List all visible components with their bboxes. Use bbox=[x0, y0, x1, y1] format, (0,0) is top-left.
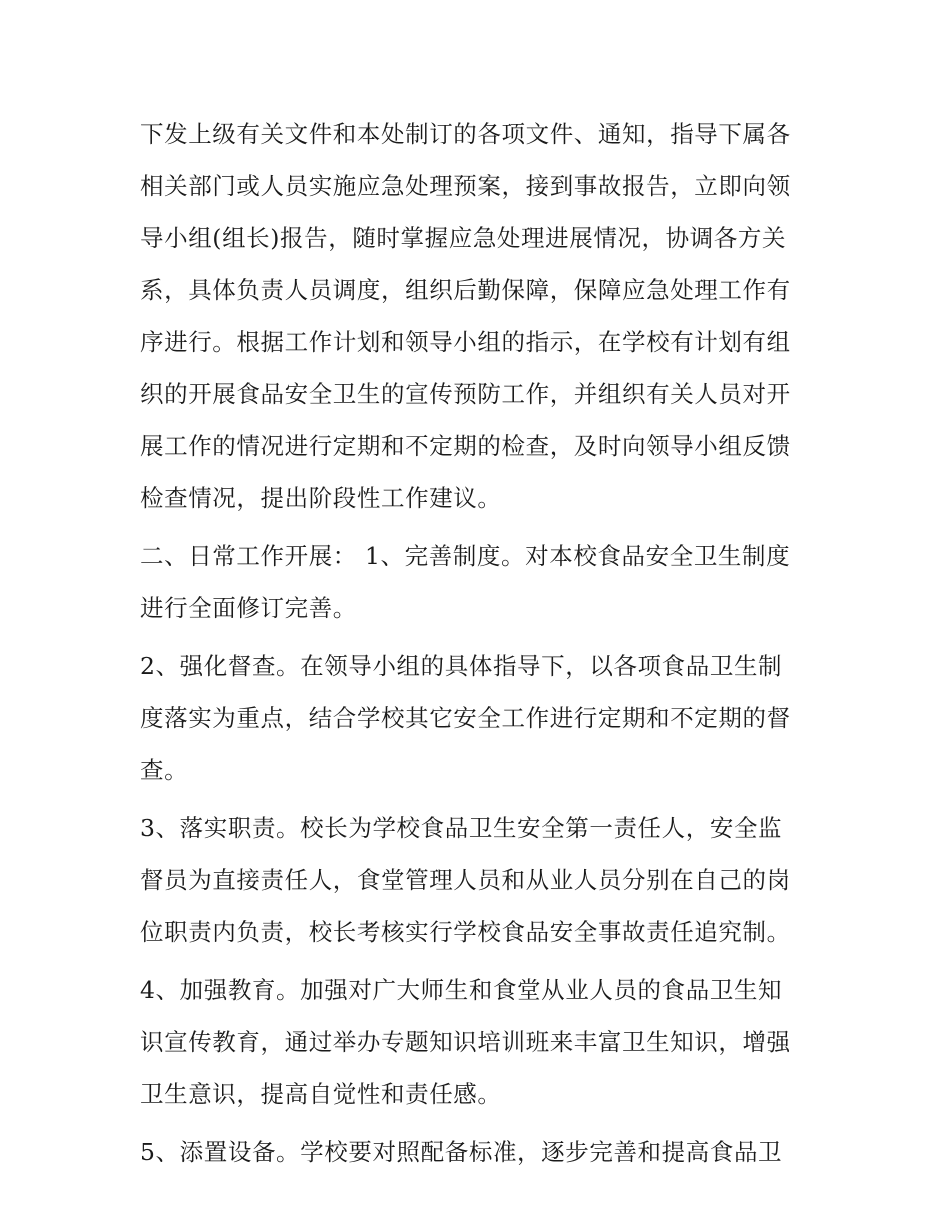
text-line: 导小组(组长)报告，随时掌握应急处理进展情况，协调各方关 bbox=[140, 224, 787, 252]
paragraph bbox=[140, 1126, 820, 1178]
text-line: 4、加强教育。加强对广大师生和食堂从业人员的食品卫生知 bbox=[140, 976, 783, 1004]
paragraph bbox=[140, 964, 820, 1120]
paragraph bbox=[140, 802, 820, 958]
text-line: 5、添置设备。学校要对照配备标准，逐步完善和提高食品卫 bbox=[140, 1138, 783, 1166]
text-line: 3、落实职责。校长为学校食品卫生安全第一责任人，安全监 bbox=[140, 814, 783, 842]
text-line: 查。 bbox=[140, 756, 189, 784]
text-line: 位职责内负责，校长考核实行学校食品安全事故责任追究制。 bbox=[140, 918, 791, 946]
text-line: 度落实为重点，结合学校其它安全工作进行定期和不定期的督 bbox=[140, 704, 791, 732]
text-line: 2、强化督查。在领导小组的具体指导下，以各项食品卫生制 bbox=[140, 652, 783, 680]
text-line: 展工作的情况进行定期和不定期的检查，及时向领导小组反馈 bbox=[140, 432, 791, 460]
paragraph bbox=[140, 640, 820, 796]
text-line: 序进行。根据工作计划和领导小组的指示，在学校有计划有组 bbox=[140, 328, 791, 356]
text-line: 识宣传教育，通过举办专题知识培训班来丰富卫生知识，增强 bbox=[140, 1028, 791, 1056]
text-line: 二、日常工作开展： 1、完善制度。对本校食品安全卫生制度 bbox=[140, 542, 791, 570]
text-line: 下发上级有关文件和本处制订的各项文件、通知，指导下属各 bbox=[140, 120, 791, 148]
text-line: 检查情况，提出阶段性工作建议。 bbox=[140, 484, 502, 512]
text-line: 进行全面修订完善。 bbox=[140, 594, 357, 622]
document-page bbox=[140, 108, 820, 1178]
text-line: 相关部门或人员实施应急处理预案，接到事故报告，立即向领 bbox=[140, 172, 791, 200]
paragraph bbox=[140, 530, 820, 634]
text-line: 督员为直接责任人，食堂管理人员和从业人员分别在自己的岗 bbox=[140, 866, 791, 894]
text-line: 系，具体负责人员调度，组织后勤保障，保障应急处理工作有 bbox=[140, 276, 791, 304]
text-line: 卫生意识，提高自觉性和责任感。 bbox=[140, 1080, 502, 1108]
text-line: 织的开展食品安全卫生的宣传预防工作，并组织有关人员对开 bbox=[140, 380, 791, 408]
paragraph bbox=[140, 108, 820, 524]
